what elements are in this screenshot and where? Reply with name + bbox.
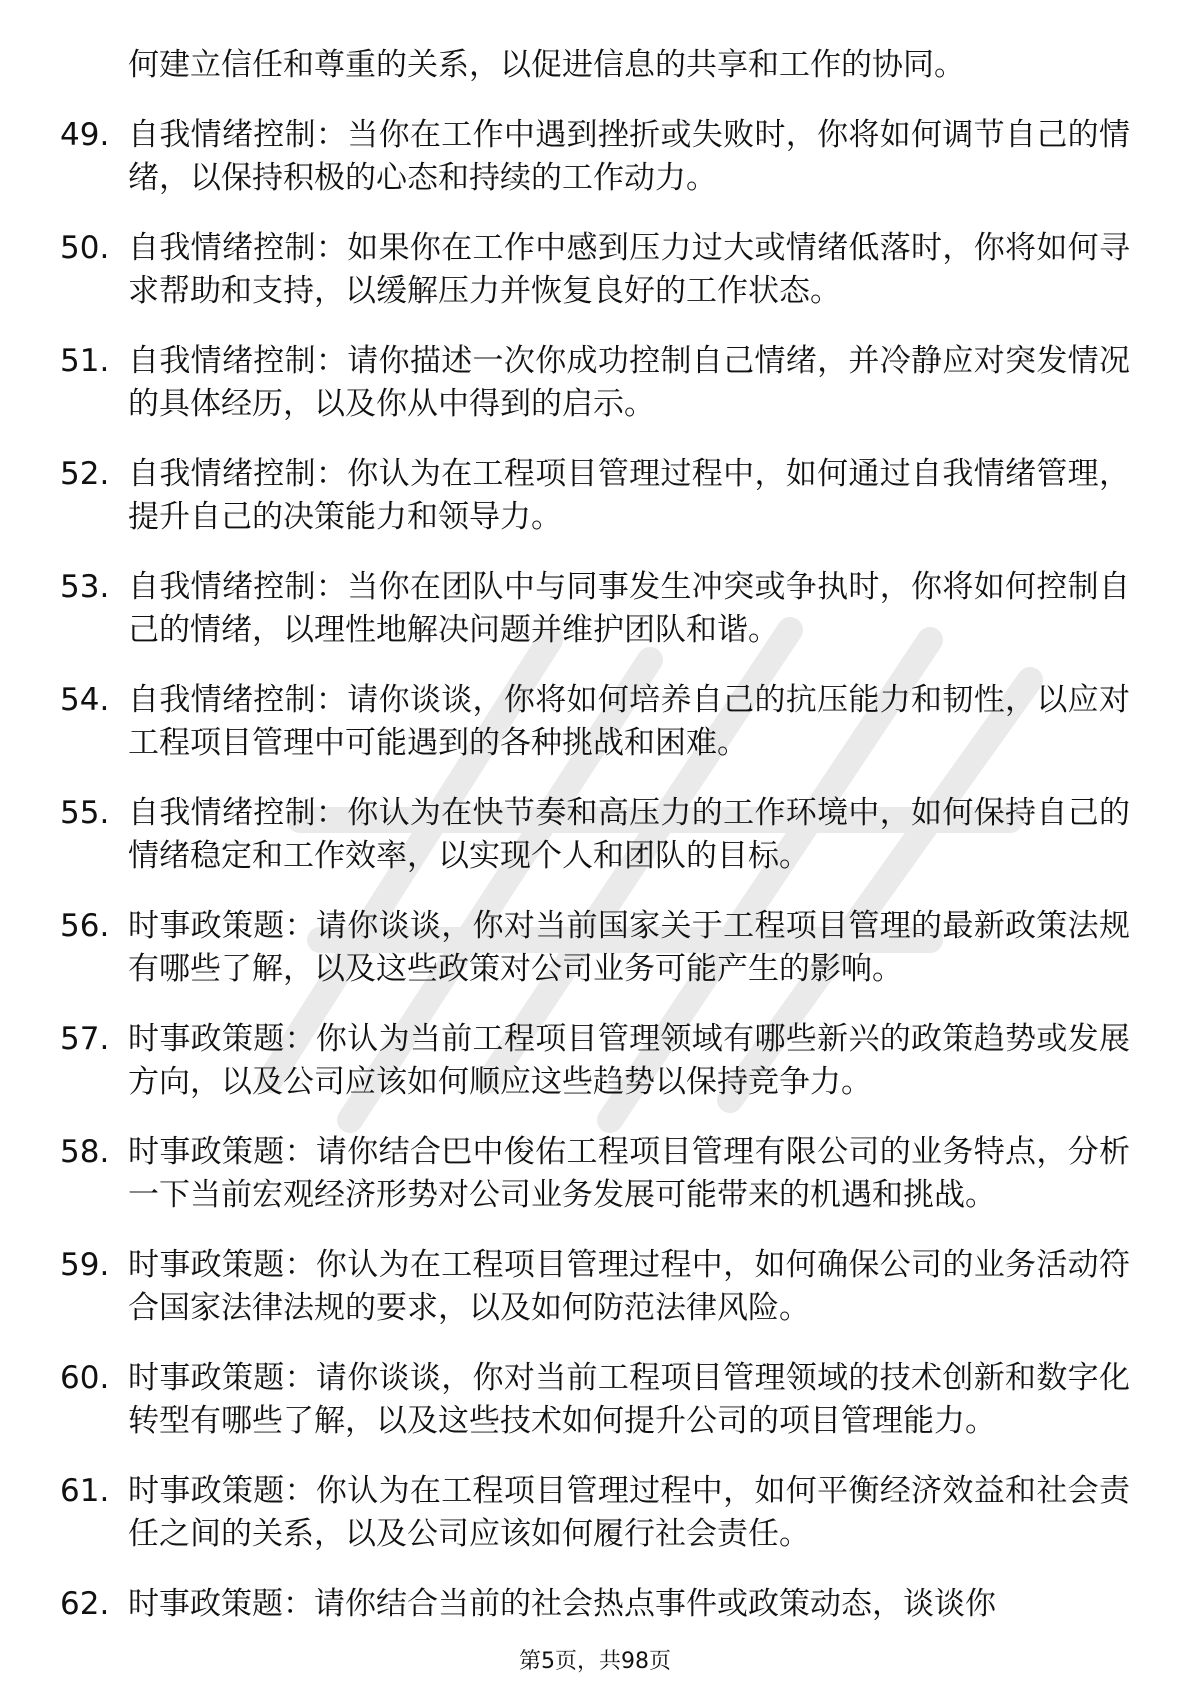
question-number: 57. <box>60 1021 110 1057</box>
question-number: 55. <box>60 795 110 831</box>
question-text: 自我情绪控制：请你谈谈，你将如何培养自己的抗压能力和韧性，以应对工程项目管理中可能遇到的各种挑战和困难。 <box>128 682 1130 761</box>
question-item <box>60 792 1130 878</box>
question-item <box>60 227 1130 313</box>
question-text: 自我情绪控制：你认为在工程项目管理过程中，如何通过自我情绪管理，提升自己的决策能力和领导力。 <box>128 456 1130 535</box>
question-number: 49. <box>60 117 110 153</box>
question-number: 56. <box>60 908 110 944</box>
question-item <box>60 905 1130 991</box>
question-item <box>60 679 1130 765</box>
question-text: 时事政策题：请你谈谈，你对当前工程项目管理领域的技术创新和数字化转型有哪些了解，以及这些技术如何提升公司的项目管理能力。 <box>128 1360 1130 1439</box>
question-text: 时事政策题：请你结合当前的社会热点事件或政策动态，谈谈你 <box>128 1586 996 1622</box>
question-number: 54. <box>60 682 110 718</box>
question-item <box>60 1244 1130 1330</box>
question-number: 60. <box>60 1360 110 1396</box>
question-text: 自我情绪控制：当你在工作中遇到挫折或失败时，你将如何调节自己的情绪，以保持积极的心态和持续的工作动力。 <box>128 117 1130 196</box>
page-footer: 第5页，共98页 <box>519 1649 671 1674</box>
question-text: 时事政策题：请你谈谈，你对当前国家关于工程项目管理的最新政策法规有哪些了解，以及这些政策对公司业务可能产生的影响。 <box>128 908 1130 987</box>
question-item <box>60 1470 1130 1556</box>
question-number: 59. <box>60 1247 110 1283</box>
question-list <box>60 44 1130 1653</box>
question-item <box>60 1131 1130 1217</box>
question-item <box>60 114 1130 200</box>
question-item <box>60 340 1130 426</box>
question-item <box>60 566 1130 652</box>
question-item <box>60 1357 1130 1443</box>
question-text: 自我情绪控制：请你描述一次你成功控制自己情绪，并冷静应对突发情况的具体经历，以及你从中得到的启示。 <box>128 343 1130 422</box>
question-text: 自我情绪控制：当你在团队中与同事发生冲突或争执时，你将如何控制自己的情绪，以理性地解决问题并维护团队和谐。 <box>128 569 1130 648</box>
question-item <box>60 1018 1130 1104</box>
question-item <box>60 453 1130 539</box>
question-item <box>60 1583 1130 1626</box>
question-text: 自我情绪控制：你认为在快节奏和高压力的工作环境中，如何保持自己的情绪稳定和工作效率，以实现个人和团队的目标。 <box>128 795 1130 874</box>
question-number: 62. <box>60 1586 110 1622</box>
question-text: 时事政策题：你认为在工程项目管理过程中，如何确保公司的业务活动符合国家法律法规的要求，以及如何防范法律风险。 <box>128 1247 1130 1326</box>
question-text: 时事政策题：你认为当前工程项目管理领域有哪些新兴的政策趋势或发展方向，以及公司应该如何顺应这些趋势以保持竞争力。 <box>128 1021 1130 1100</box>
continued-question-text: 何建立信任和尊重的关系，以促进信息的共享和工作的协同。 <box>128 47 965 83</box>
question-text: 时事政策题：你认为在工程项目管理过程中，如何平衡经济效益和社会责任之间的关系，以及公司应该如何履行社会责任。 <box>128 1473 1130 1552</box>
question-text: 时事政策题：请你结合巴中俊佑工程项目管理有限公司的业务特点，分析一下当前宏观经济形势对公司业务发展可能带来的机遇和挑战。 <box>128 1134 1130 1213</box>
question-number: 51. <box>60 343 110 379</box>
question-number: 50. <box>60 230 110 266</box>
question-number: 53. <box>60 569 110 605</box>
question-number: 52. <box>60 456 110 492</box>
question-text: 自我情绪控制：如果你在工作中感到压力过大或情绪低落时，你将如何寻求帮助和支持，以缓解压力并恢复良好的工作状态。 <box>128 230 1130 309</box>
question-number: 58. <box>60 1134 110 1170</box>
question-number: 61. <box>60 1473 110 1509</box>
